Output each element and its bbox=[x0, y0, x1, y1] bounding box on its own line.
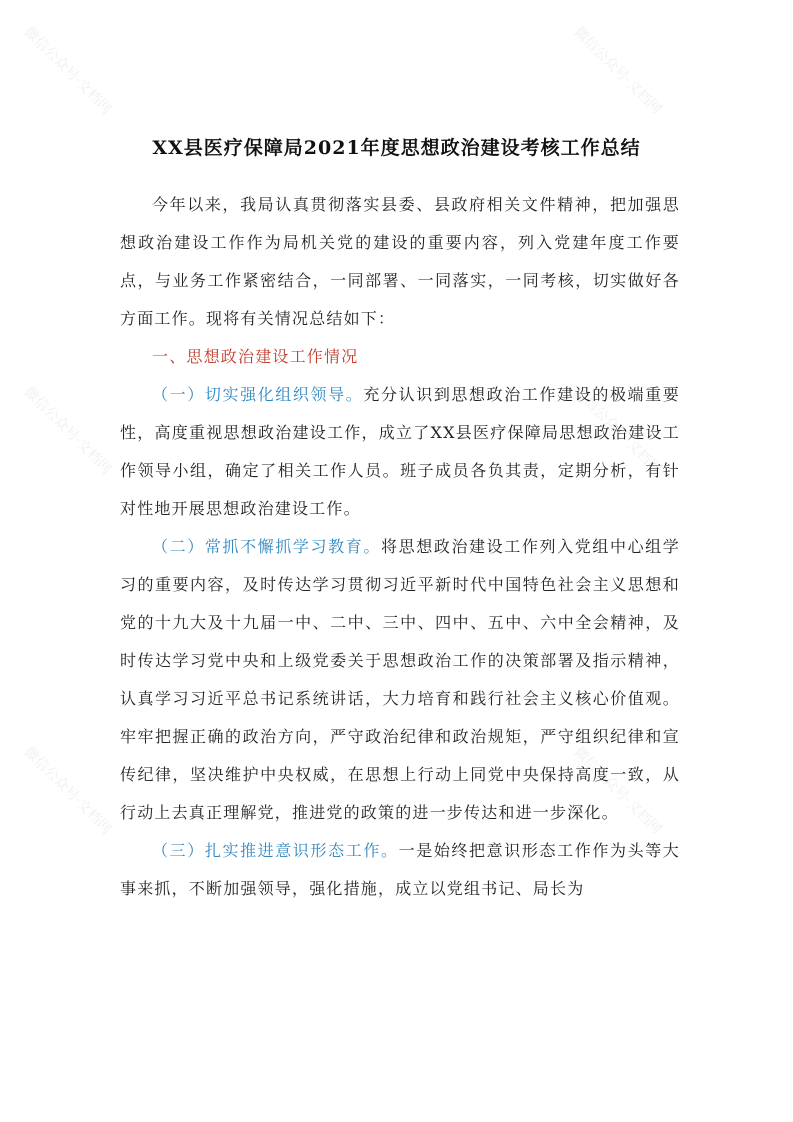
item-heading: （三）扎实推进意识形态工作。 bbox=[152, 841, 399, 860]
item-heading: （二）常抓不懈抓学习教育。 bbox=[152, 537, 381, 556]
section-heading: 一、思想政治建设工作情况 bbox=[152, 347, 359, 366]
watermark: 微信公众号·文档网 bbox=[570, 23, 665, 118]
item-text: 将思想政治建设工作列入党组中心组学习的重要内容，及时传达学习贯彻习近平新时代中国特色社会主义思想和党的十九大及十九届一中、二中、三中、四中、五中、六中全会精神，及时传达学习党中央和上级党委关于思想政治工作的决策部署及指示精神，认真学习习近平总书记系统讲话，大力培育和践行社会主义核心价值观。牢牢把握正确的政治方向，严守政治纪律和政治规矩，严守组织纪律和宣传纪律，坚决维护中央权威，在思想上行动上同党中央保持高度一致，从行动上去真正理解党，推进党的政策的进一步传达和进一步深化。 bbox=[120, 537, 680, 822]
watermark: 微信公众号·文档网 bbox=[20, 743, 115, 838]
item-paragraph bbox=[120, 832, 680, 908]
item-paragraph bbox=[120, 376, 680, 528]
item-paragraph bbox=[120, 528, 680, 832]
intro-paragraph: 今年以来，我局认真贯彻落实县委、县政府相关文件精神，把加强思想政治建设工作作为局机关党的建设的重要内容，列入党建年度工作要点，与业务工作紧密结合，一同部署、一同落实，一同考核，切实做好各方面工作。现将有关情况总结如下： bbox=[120, 195, 680, 328]
document-title: XX县医疗保障局2021年度思想政治建设考核工作总结 bbox=[152, 137, 641, 159]
item-heading: （一）切实强化组织领导。 bbox=[152, 385, 364, 404]
watermark: 微信公众号·文档网 bbox=[20, 383, 115, 478]
document-body bbox=[120, 186, 680, 908]
item-text: 一是始终把意识形态工作作为头等大事来抓，不断加强领导，强化措施，成立以党组书记、局长为 bbox=[120, 841, 680, 898]
item-text: 充分认识到思想政治工作建设的极端重要性，高度重视思想政治建设工作，成立了XX县医疗保障局思想政治建设工作领导小组，确定了相关工作人员。班子成员各负其责，定期分析，有针对性地开展思想政治建设工作。 bbox=[120, 385, 680, 518]
watermark: 微信公众号·文档网 bbox=[570, 743, 665, 838]
watermark: 微信公众号·文档网 bbox=[570, 383, 665, 478]
watermark: 微信公众号·文档网 bbox=[20, 23, 115, 118]
